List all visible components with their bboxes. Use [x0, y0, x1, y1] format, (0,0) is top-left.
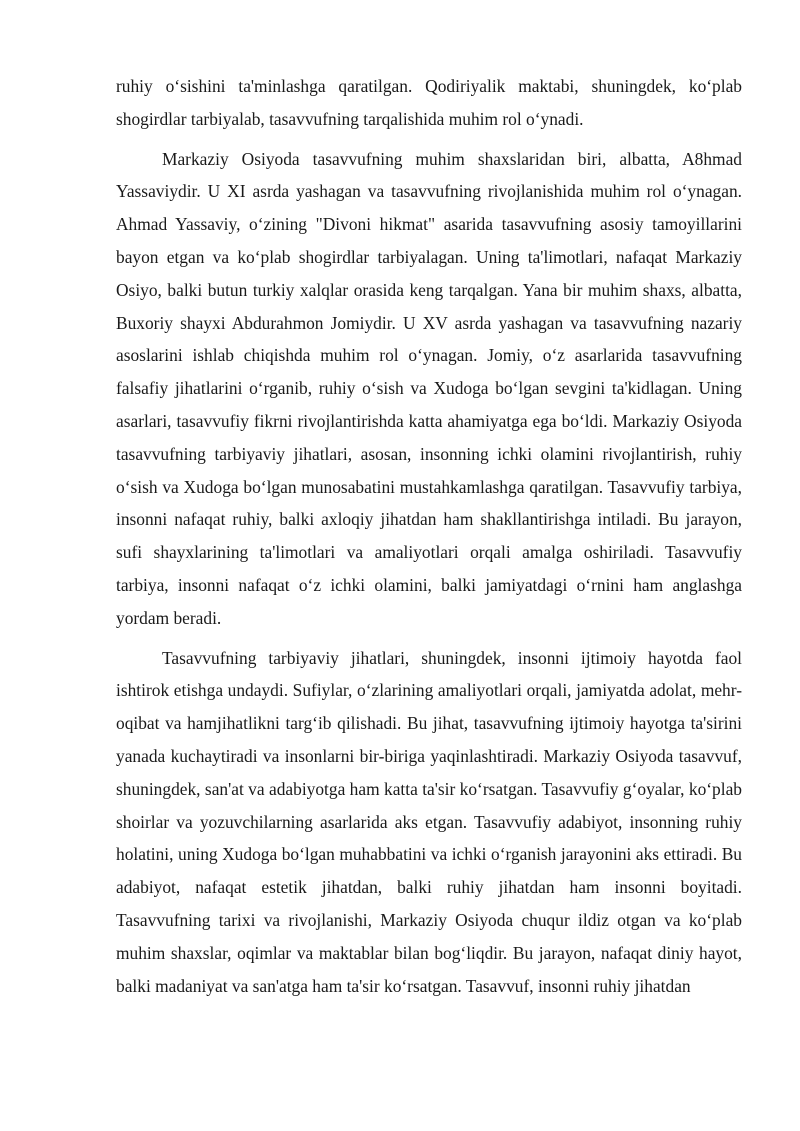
document-page [116, 70, 742, 1009]
paragraph-continuation: ruhiy o‘sishini ta'minlashga qaratilgan. Qodiriyalik maktabi, shuningdek, ko‘plab shogirdlar tarbiyalab, tasavvufning tarqalishida muhim rol o‘ynadi. [116, 76, 742, 129]
paragraph-yassaviy-jomiy: Markaziy Osiyoda tasavvufning muhim shaxslaridan biri, albatta, A8hmad Yassaviydir. U XI asrda yashagan va tasavvufning rivojlanishida muhim rol o‘ynagan. Ahmad Yassaviy, o‘zining "Divoni hikmat" asarida tasavvufning asosiy tamoyillarini bayon etgan va ko‘plab shogirdlar tarbiyalagan. Uning ta'limotlari, nafaqat Markaziy Osiyo, balki butun turkiy xalqlar orasida keng tarqalgan. Yana bir muhim shaxs, albatta, Buxoriy shayxi Abdurahmon Jomiydir. U XV asrda yashagan va tasavvufning nazariy asoslarini ishlab chiqishda muhim rol o‘ynagan. Jomiy, o‘z asarlarida tasavvufning falsafiy jihatlarini o‘rganib, ruhiy o‘sish va Xudoga bo‘lgan sevgini ta'kidlagan. Uning asarlari, tasavvufiy fikrni rivojlantirishda katta ahamiyatga ega bo‘ldi. Markaziy Osiyoda tasavvufning tarbiyaviy jihatlari, asosan, insonning ichki olamini rivojlantirish, ruhiy o‘sish va Xudoga bo‘lgan munosabatini mustahkamlashga qaratilgan. Tasavvufiy tarbiya, insonni nafaqat ruhiy, balki axloqiy jihatdan ham shakllantirishga intiladi. Bu jarayon, sufi shayxlarining ta'limotlari va amaliyotlari orqali amalga oshiriladi. Tasavvufiy tarbiya, insonni nafaqat o‘z ichki olamini, balki jamiyatdagi o‘rnini ham anglashga yordam beradi. [116, 148, 742, 628]
paragraph-tarbiyaviy-jihatlar: Tasavvufning tarbiyaviy jihatlari, shuningdek, insonni ijtimoiy hayotda faol ishtirok etishga undaydi. Sufiylar, o‘zlarining amaliyotlari orqali, jamiyatda adolat, mehr-oqibat va hamjihatlikni targ‘ib qilishadi. Bu jihat, tasavvufning ijtimoiy hayotga ta'sirini yanada kuchaytiradi va insonlarni bir-biriga yaqinlashtiradi. Markaziy Osiyoda tasavvuf, shuningdek, san'at va adabiyotga ham katta ta'sir ko‘rsatgan. Tasavvufiy g‘oyalar, ko‘plab shoirlar va yozuvchilarning asarlarida aks etgan. Tasavvufiy adabiyot, insonning ruhiy holatini, uning Xudoga bo‘lgan muhabbatini va ichki o‘rganish jarayonini aks ettiradi. Bu adabiyot, nafaqat estetik jihatdan, balki ruhiy jihatdan ham insonni boyitadi. Tasavvufning tarixi va rivojlanishi, Markaziy Osiyoda chuqur ildiz otgan va ko‘plab muhim shaxslar, oqimlar va maktablar bilan bog‘liqdir. Bu jarayon, nafaqat diniy hayot, balki madaniyat va san'atga ham ta'sir ko‘rsatgan. Tasavvuf, insonni ruhiy jihatdan [116, 647, 742, 996]
